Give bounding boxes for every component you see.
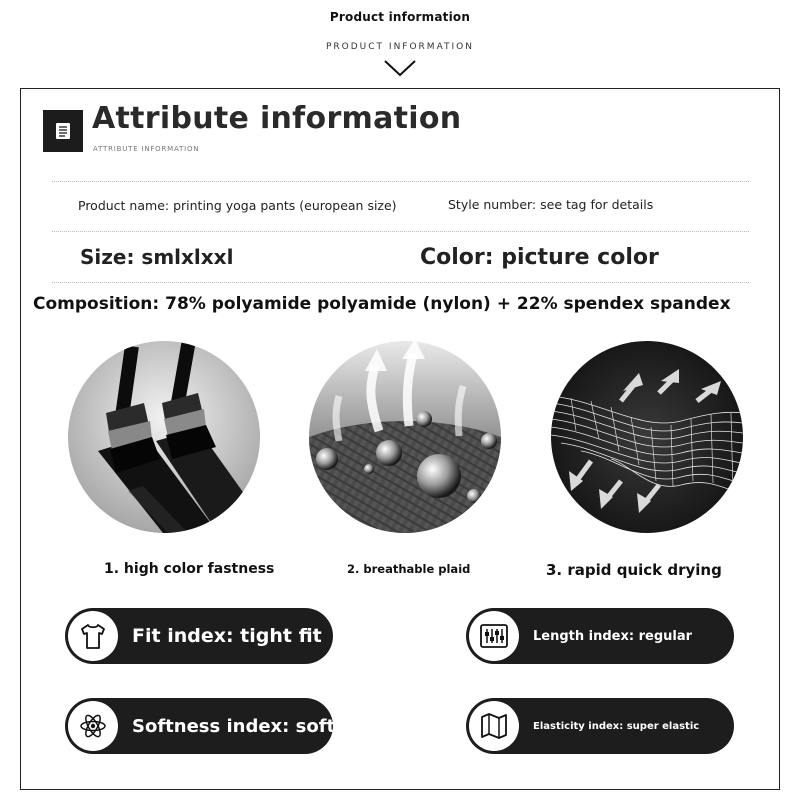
elasticity-index-label: Elasticity index: super elastic — [533, 720, 700, 732]
feature-label-quick-drying: 3. rapid quick drying — [546, 561, 722, 579]
fit-index-label: Fit index: tight fit — [132, 625, 322, 647]
size: Size: smlxlxxl — [80, 245, 234, 269]
t-shirt-icon — [68, 611, 118, 661]
paint-brushes-image — [68, 341, 260, 533]
softness-index-pill — [65, 698, 336, 754]
length-index-label: Length index: regular — [533, 628, 693, 644]
elasticity-index-pill — [466, 698, 734, 754]
water-droplets-fabric-image — [309, 341, 501, 533]
page-title: Product information — [329, 10, 471, 24]
length-index-pill — [466, 608, 734, 664]
attribute-title: Attribute information — [92, 101, 462, 136]
feature-label-color-fastness: 1. high color fastness — [104, 561, 275, 577]
composition: Composition: 78% polyamide polyamide (nylon) + 22% spendex spandex — [33, 294, 731, 314]
style-number: Style number: see tag for details — [448, 197, 654, 212]
page-subtitle: PRODUCT INFORMATION — [325, 42, 475, 52]
folded-map-icon — [469, 701, 519, 751]
softness-index-label: Softness index: soft — [132, 715, 336, 737]
divider — [52, 282, 749, 283]
fit-index-pill — [65, 608, 333, 664]
document-icon — [43, 110, 83, 152]
atom-icon — [68, 701, 118, 751]
color: Color: picture color — [420, 245, 659, 270]
sliders-icon — [469, 611, 519, 661]
divider — [52, 181, 749, 182]
mesh-fabric-airflow-image — [551, 341, 743, 533]
divider — [52, 231, 749, 232]
product-name: Product name: printing yoga pants (european size) — [78, 198, 397, 213]
feature-label-breathable: 2. breathable plaid — [347, 562, 471, 576]
attribute-subtitle: ATTRIBUTE INFORMATION — [93, 145, 200, 153]
chevron-down-icon — [382, 58, 418, 78]
